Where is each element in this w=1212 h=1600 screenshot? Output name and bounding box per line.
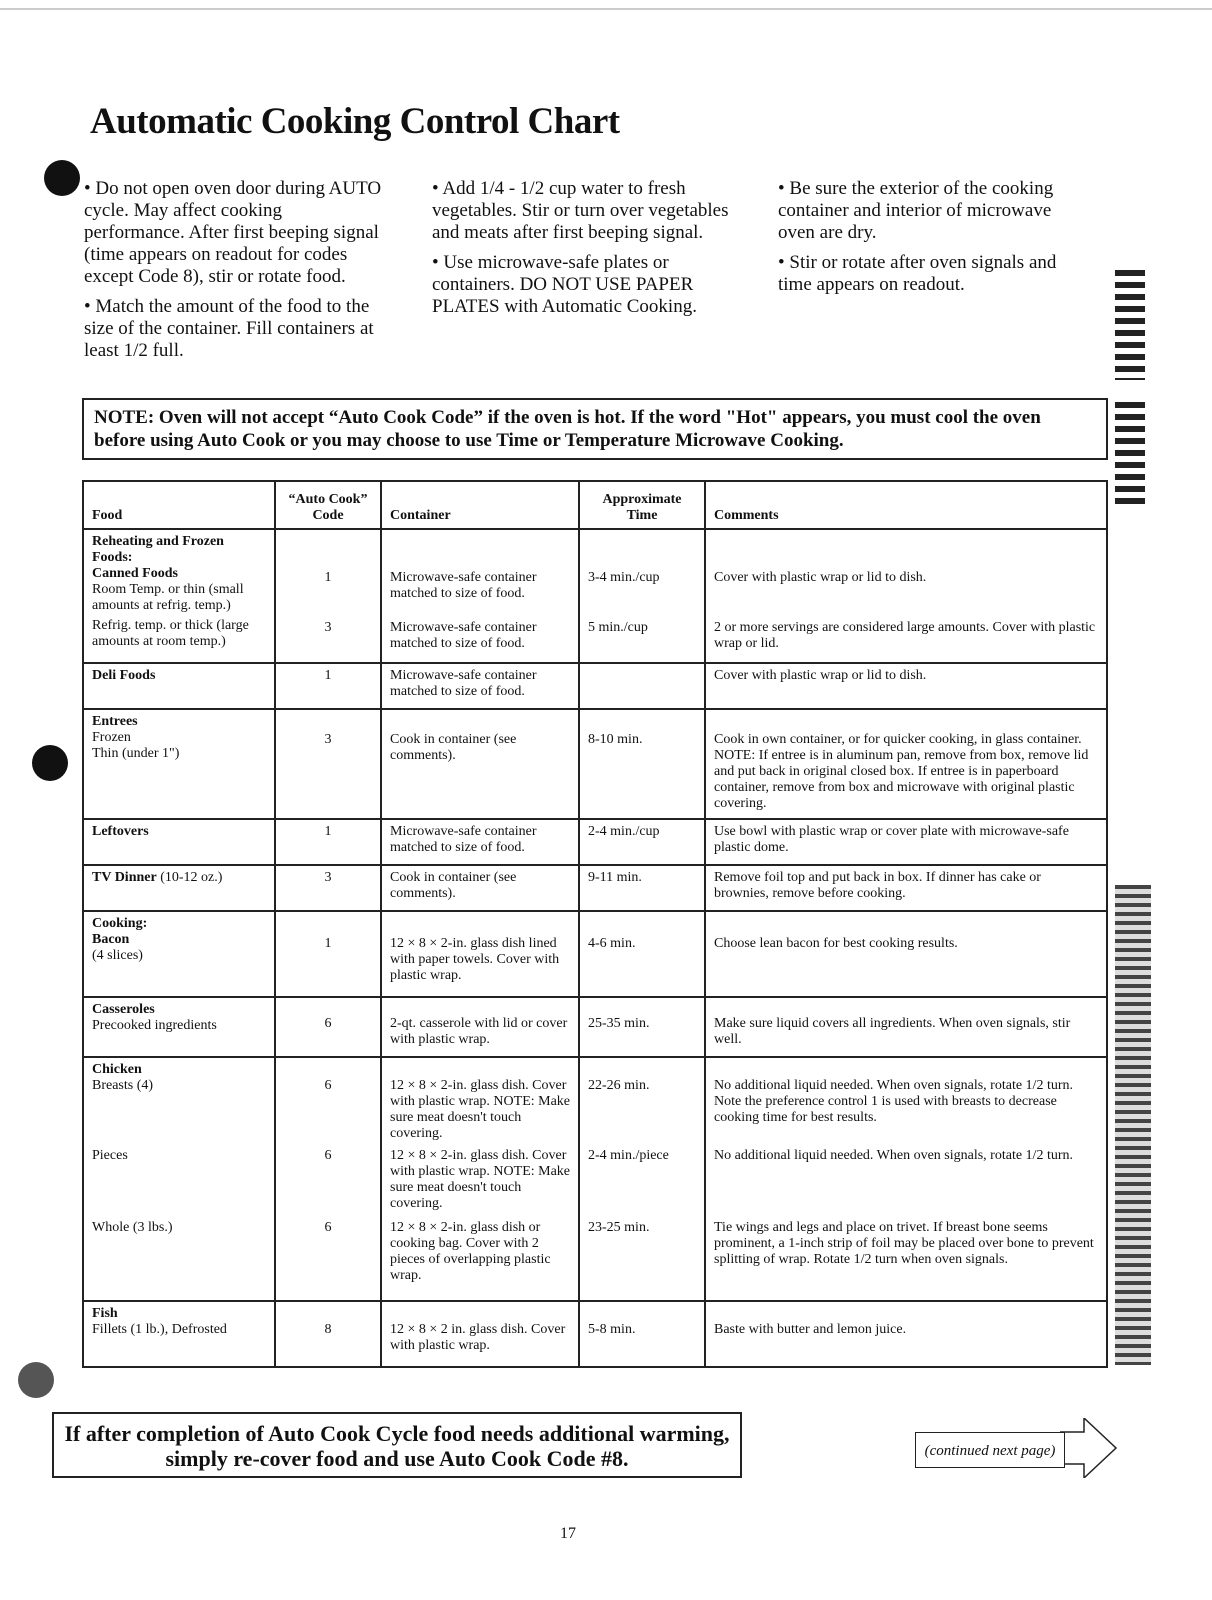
food-detail: Room Temp. or thin (small amounts at refrig. temp.) <box>92 582 244 613</box>
time-cell <box>579 911 705 997</box>
food-detail: Pieces <box>92 1148 128 1163</box>
table-header-row <box>83 481 1107 529</box>
comments-value: Baste with butter and lemon juice. <box>714 1322 907 1337</box>
food-detail: (10-12 oz.) <box>160 870 223 885</box>
container-value: 12 × 8 × 2 in. glass dish. Cover with plastic wrap. <box>390 1322 566 1353</box>
time-cell <box>579 997 705 1057</box>
time-cell <box>579 663 705 709</box>
footer-line: If after completion of Auto Cook Cycle food needs additional warming, <box>64 1421 730 1446</box>
intro-column-2 <box>432 178 732 326</box>
time-value: 2-4 min./piece <box>588 1148 669 1163</box>
table-row <box>83 997 1107 1057</box>
header-container: Container <box>381 481 579 529</box>
time-value: 4-6 min. <box>588 936 636 951</box>
code-cell: 1 <box>275 819 381 865</box>
time-value: 3-4 min./cup <box>588 570 660 585</box>
comments-value: 2 or more servings are considered large amounts. Cover with plastic wrap or lid. <box>714 620 1096 651</box>
continued-next-page-label: (continued next page) <box>915 1432 1065 1468</box>
table-row <box>83 911 1107 997</box>
container-cell <box>381 1301 579 1367</box>
comments-cell <box>705 997 1107 1057</box>
code-value: 6 <box>324 1148 332 1163</box>
food-cell <box>83 911 275 997</box>
code-value: 6 <box>324 1078 332 1093</box>
code-cell: 1 <box>275 663 381 709</box>
auto-cook-warming-note <box>52 1412 742 1478</box>
table-row <box>83 663 1107 709</box>
food-cell <box>83 709 275 819</box>
intro-tip: • Be sure the exterior of the cooking container and interior of microwave oven are dry. <box>778 178 1054 243</box>
comments-value: Tie wings and legs and place on trivet. If breast bone seems prominent, a 1-inch strip of foil may be placed over bone to prevent splitting of wrap. Rotate 1/2 turn when oven signals. <box>714 1220 1094 1267</box>
container-value: 2-qt. casserole with lid or cover with plastic wrap. <box>390 1016 568 1047</box>
comments-cell: Remove foil top and put back in box. If dinner has cake or brownies, remove before cooking. <box>705 865 1107 911</box>
header-comments: Comments <box>705 481 1107 529</box>
page-title: Automatic Cooking Control Chart <box>90 101 620 142</box>
food-detail: Precooked ingredients <box>92 1018 217 1033</box>
food-heading: TV Dinner <box>92 870 157 885</box>
container-value: 12 × 8 × 2-in. glass dish lined with paper towels. Cover with plastic wrap. <box>390 936 560 983</box>
container-cell: Cook in container (see comments). <box>381 865 579 911</box>
time-cell <box>579 1301 705 1367</box>
container-value: 12 × 8 × 2-in. glass dish. Cover with plastic wrap. NOTE: Make sure meat doesn't touch covering. <box>390 1078 571 1141</box>
punch-hole-middle <box>32 745 68 781</box>
food-detail: Fillets (1 lb.), Defrosted <box>92 1322 227 1337</box>
food-heading: Entrees <box>92 714 138 729</box>
food-cell <box>83 663 275 709</box>
food-cell <box>83 1057 275 1301</box>
food-detail: Frozen <box>92 730 131 745</box>
intro-tip: • Use microwave-safe plates or containers. DO NOT USE PAPER PLATES with Automatic Cooking. <box>432 252 697 317</box>
container-cell <box>381 709 579 819</box>
food-cell <box>83 819 275 865</box>
food-cell <box>83 865 275 911</box>
time-cell <box>579 1057 705 1301</box>
comments-cell: Cover with plastic wrap or lid to dish. <box>705 663 1107 709</box>
time-value: 5 min./cup <box>588 620 648 635</box>
table-row <box>83 709 1107 819</box>
code-value: 1 <box>324 936 332 951</box>
container-value: 12 × 8 × 2-in. glass dish. Cover with plastic wrap. NOTE: Make sure meat doesn't touch covering. <box>390 1148 571 1211</box>
food-heading: Reheating and Frozen Foods: <box>92 534 224 565</box>
intro-column-1 <box>84 178 384 370</box>
time-cell: 2-4 min./cup <box>579 819 705 865</box>
code-value: 6 <box>324 1016 332 1031</box>
comments-cell <box>705 709 1107 819</box>
comments-value: No additional liquid needed. When oven signals, rotate 1/2 turn. Note the preference control 1 is used with breasts to decrease cooking time for best results. <box>714 1078 1073 1125</box>
scan-edge-mark <box>1115 402 1145 510</box>
comments-cell <box>705 1301 1107 1367</box>
container-value: Microwave-safe container matched to size of food. <box>390 620 537 651</box>
code-value: 3 <box>324 620 332 635</box>
scan-edge-mark <box>1115 885 1151 1365</box>
code-value: 6 <box>324 1220 332 1235</box>
table-row <box>83 1301 1107 1367</box>
intro-tip: • Do not open oven door during AUTO cycle. May affect cooking performance. After first beeping signal (time appears on readout for codes except Code 8), stir or rotate food. <box>84 178 382 287</box>
comments-cell <box>705 1057 1107 1301</box>
food-heading: Deli Foods <box>92 668 156 683</box>
intro-tip: • Stir or rotate after oven signals and time appears on readout. <box>778 252 1057 295</box>
scan-artifact-line <box>0 8 1212 10</box>
intro-tip: • Match the amount of the food to the size of the container. Fill containers at least 1/2 full. <box>84 296 374 361</box>
comments-value: Cover with plastic wrap or lid to dish. <box>714 570 927 585</box>
code-cell <box>275 911 381 997</box>
food-cell <box>83 1301 275 1367</box>
food-detail: Thin (under 1") <box>92 746 180 761</box>
header-food: Food <box>83 481 275 529</box>
food-cell <box>83 529 275 663</box>
scan-edge-mark <box>1115 270 1145 380</box>
intro-tip: • Add 1/4 - 1/2 cup water to fresh vegetables. Stir or turn over vegetables and meats after first beeping signal. <box>432 178 729 243</box>
code-value: 8 <box>324 1322 332 1337</box>
food-cell <box>83 997 275 1057</box>
food-heading: Chicken <box>92 1062 142 1077</box>
footer-line: simply re-cover food and use Auto Cook Code #8. <box>165 1446 629 1471</box>
time-value: 25-35 min. <box>588 1016 650 1031</box>
container-value: Cook in container (see comments). <box>390 732 517 763</box>
comments-value: Make sure liquid covers all ingredients. When oven signals, stir well. <box>714 1016 1071 1047</box>
food-detail: (4 slices) <box>92 948 143 963</box>
food-heading: Casseroles <box>92 1002 155 1017</box>
time-cell <box>579 529 705 663</box>
table-row <box>83 865 1107 911</box>
header-code: “Auto Cook” Code <box>275 481 381 529</box>
page-number: 17 <box>560 1525 576 1542</box>
time-value: 8-10 min. <box>588 732 643 747</box>
time-cell <box>579 709 705 819</box>
code-cell: 3 <box>275 865 381 911</box>
code-cell <box>275 1057 381 1301</box>
comments-cell <box>705 911 1107 997</box>
punch-hole-top <box>44 160 80 196</box>
continued-arrow-icon <box>1060 1418 1120 1478</box>
container-cell <box>381 997 579 1057</box>
time-value: 5-8 min. <box>588 1322 636 1337</box>
code-cell <box>275 709 381 819</box>
comments-value: Cook in own container, or for quicker cooking, in glass container. NOTE: If entree is in aluminum pan, remove from box, remove lid and put back in original closed box. If entree is in paperboard container, remove from box and microwave with original plastic covering. <box>714 732 1089 811</box>
code-cell <box>275 1301 381 1367</box>
food-heading: Leftovers <box>92 824 149 839</box>
food-subheading: Bacon <box>92 932 130 947</box>
food-detail: Refrig. temp. or thick (large amounts at room temp.) <box>92 618 249 649</box>
table-row <box>83 1057 1107 1301</box>
food-subheading: Canned Foods <box>92 566 178 581</box>
food-heading: Cooking: <box>92 916 148 931</box>
container-cell <box>381 1057 579 1301</box>
time-value: 22-26 min. <box>588 1078 650 1093</box>
time-cell: 9-11 min. <box>579 865 705 911</box>
container-cell: Microwave-safe container matched to size of food. <box>381 819 579 865</box>
container-cell <box>381 911 579 997</box>
container-value: Microwave-safe container matched to size of food. <box>390 570 537 601</box>
comments-cell <box>705 529 1107 663</box>
code-value: 1 <box>324 570 332 585</box>
auto-cook-table <box>82 480 1108 1368</box>
comments-value: No additional liquid needed. When oven signals, rotate 1/2 turn. <box>714 1148 1073 1163</box>
hot-oven-note: NOTE: Oven will not accept “Auto Cook Code” if the oven is hot. If the word "Hot" appears, you must cool the oven before using Auto Cook or you may choose to use Time or Temperature Microwave Cooking. <box>82 398 1108 460</box>
table-row <box>83 529 1107 663</box>
container-value: 12 × 8 × 2-in. glass dish or cooking bag. Cover with 2 pieces of overlapping plastic wrap. <box>390 1220 551 1283</box>
comments-value: Choose lean bacon for best cooking results. <box>714 936 958 951</box>
code-value: 3 <box>324 732 332 747</box>
time-value: 23-25 min. <box>588 1220 650 1235</box>
container-cell <box>381 529 579 663</box>
food-detail: Whole (3 lbs.) <box>92 1220 173 1235</box>
food-heading: Fish <box>92 1306 118 1321</box>
code-cell <box>275 529 381 663</box>
container-cell: Microwave-safe container matched to size of food. <box>381 663 579 709</box>
punch-hole-bottom <box>18 1362 54 1398</box>
comments-cell: Use bowl with plastic wrap or cover plate with microwave-safe plastic dome. <box>705 819 1107 865</box>
code-cell <box>275 997 381 1057</box>
food-detail: Breasts (4) <box>92 1078 154 1093</box>
header-time: Approximate Time <box>579 481 705 529</box>
intro-column-3 <box>778 178 1068 304</box>
table-row <box>83 819 1107 865</box>
